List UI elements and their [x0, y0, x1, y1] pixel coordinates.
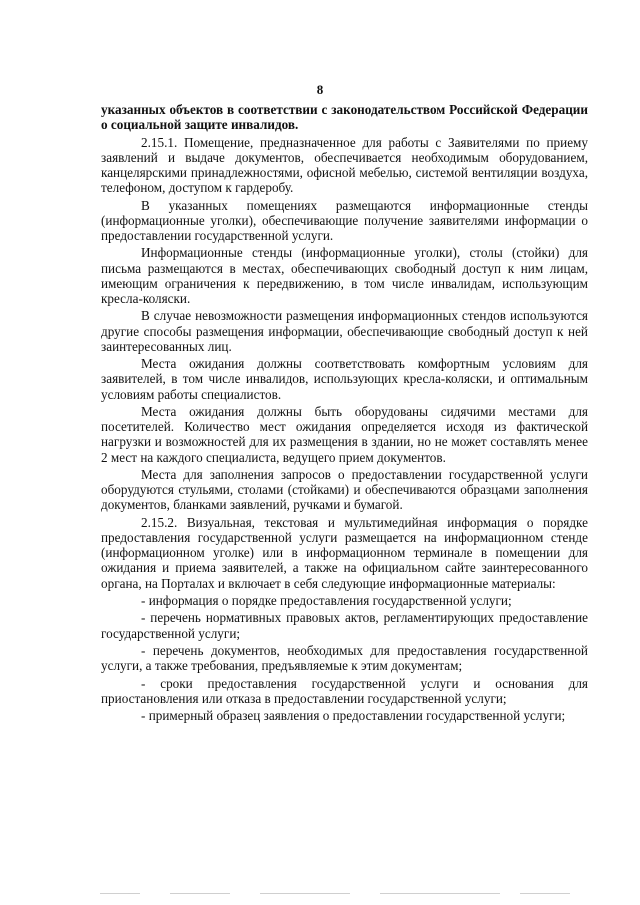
document-body — [101, 102, 588, 726]
list-item-procedure-info: - информация о порядке предоставления государственной услуги; — [141, 592, 512, 608]
list-item-required-documents: - перечень документов, необходимых для предоставления государственной услуги, а также требования, предъявляемые к этим документам; — [101, 642, 588, 674]
paragraph-2-15-1-premises: 2.15.1. Помещение, предназначенное для работы с Заявителями по приему заявлений и выдаче документов, обеспечивается необходимым оборудованием, канцелярскими принадлежностями, офисной мебелью, системой вентиляции воздуха, телефоном, доступом к гардеробу. — [101, 134, 588, 196]
paragraph-waiting-comfort: Места ожидания должны соответствовать комфортным условиям для заявителей, в том числе инвалидов, использующих кресла-коляски, и оптимальным условиям работы специалистов. — [101, 356, 588, 402]
scan-artifact — [100, 891, 580, 897]
paragraph-2-15-2-information: 2.15.2. Визуальная, текстовая и мультимедийная информация о порядке предоставления государственной услуги размещается на информационном стенде (информационном уголке) или в информационном терминале в помещении для ожидания и приема заявителей, а также на официальном сайте заинтересованного органа, на Порталах и включает в себя следующие информационные материалы: — [101, 514, 588, 591]
paragraph-stands-placement: Информационные стенды (информационные уголки), столы (стойки) для письма размещаются в местах, обеспечивающих свободный доступ к ним лицам, имеющим ограничения к передвижению, в том числе инвалидам, использующим кресла-коляски. — [101, 245, 588, 306]
paragraph-intro-disability-law: указанных объектов в соответствии с законодательством Российской Федерации о социальной защите инвалидов. — [101, 102, 588, 133]
paragraph-other-info-methods: В случае невозможности размещения информационных стендов используются другие способы размещения информации, обеспечивающие свободный доступ к ней заинтересованных лиц. — [101, 308, 588, 354]
page-number: 8 — [316, 82, 324, 97]
list-item-deadlines: - сроки предоставления государственной услуги и основания для приостановления или отказа в предоставлении государственной услуги; — [101, 675, 588, 706]
paragraph-waiting-seating: Места ожидания должны быть оборудованы сидячими местами для посетителей. Количество мест ожидания определяется исходя из фактической нагрузки и возможностей для их размещения в здании, но не может составлять менее 2 мест на каждого специалиста, ведущего прием документов. — [101, 403, 588, 465]
paragraph-info-stands: В указанных помещениях размещаются информационные стенды (информационные уголки), обеспечивающие получение заявителями информации о предоставлении государственной услуги. — [101, 197, 588, 243]
list-item-legal-acts: - перечень нормативных правовых актов, регламентирующих предоставление государственной услуги; — [101, 610, 588, 641]
paragraph-form-filling-places: Места для заполнения запросов о предоставлении государственной услуги оборудуются стульями, столами (стойками) и обеспечиваются образцами заполнения документов, бланками заявлений, ручками и бумагой. — [101, 466, 588, 513]
list-item-sample-application: - примерный образец заявления о предоставлении государственной услуги; — [141, 708, 566, 724]
